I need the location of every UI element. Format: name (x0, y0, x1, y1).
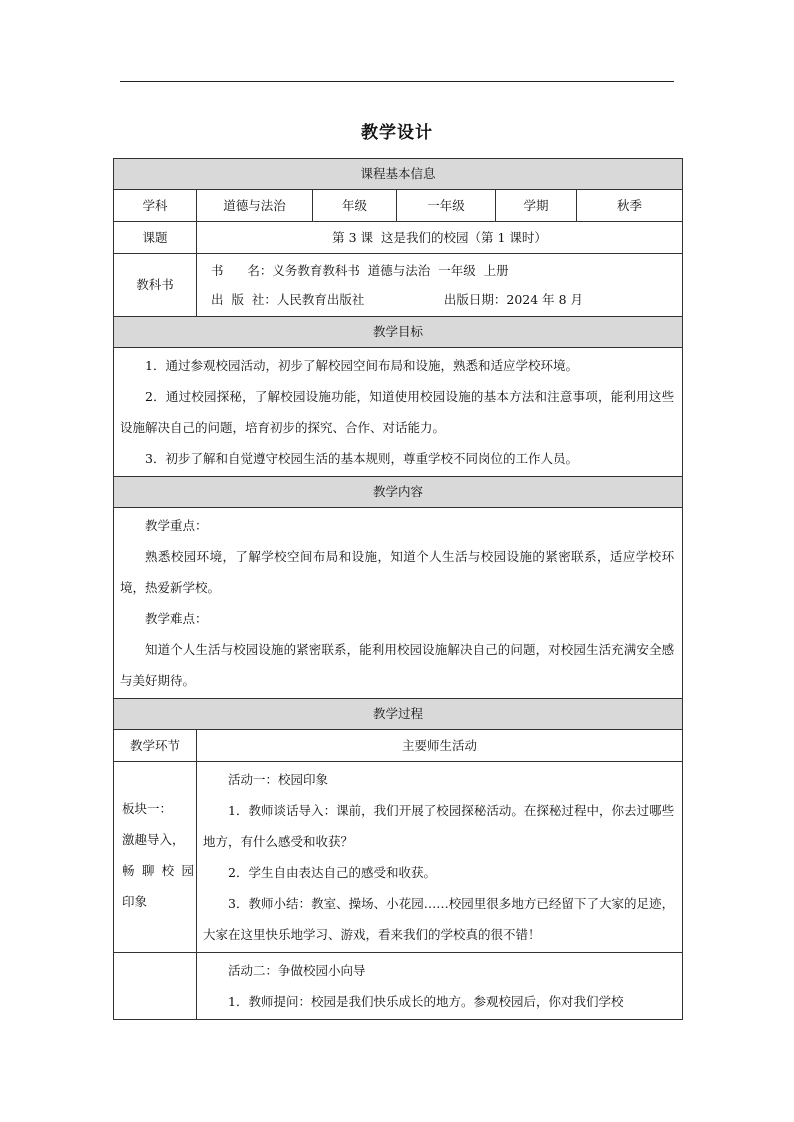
process-column-header-row (114, 730, 683, 762)
term-value: 秋季 (577, 190, 683, 222)
publisher-line: 出 版 社：人民教育出版社 出版日期：2024 年 8 月 (211, 292, 584, 307)
grade-label: 年级 (313, 190, 397, 222)
stage-line: 畅 聊 校 园 (122, 863, 194, 878)
basic-info-section-title: 课程基本信息 (114, 159, 683, 190)
stage-line: 印象 (122, 894, 148, 909)
goals-cell (114, 348, 683, 477)
stage-cell (114, 953, 197, 1020)
book-name-line: 书 名：义务教育教科书 道德与法治 一年级 上册 (211, 263, 509, 278)
content-cell (114, 508, 683, 699)
topic-label: 课题 (114, 222, 197, 254)
topic-value: 第 3 课 这是我们的校园（第 1 课时） (197, 222, 683, 254)
goals-section-title: 教学目标 (114, 317, 683, 348)
stage-cell (114, 762, 197, 953)
process-block-row (114, 762, 683, 953)
activity-step: 1．教师谈话导入：课前，我们开展了校园探秘活动。在探秘过程中，你去过哪些地方，有什么感受和收获？ (203, 803, 675, 849)
activity-column-header: 主要师生活动 (197, 730, 683, 762)
stage-line: 板块一： (122, 801, 173, 816)
process-block-row (114, 953, 683, 1020)
textbook-label: 教科书 (114, 254, 197, 317)
activity-step: 1．教师提问：校园是我们快乐成长的地方。参观校园后，你对我们学校 (228, 994, 624, 1009)
header-rule (120, 81, 674, 82)
process-header-row (114, 699, 683, 730)
process-section-title: 教学过程 (114, 699, 683, 730)
grade-value: 一年级 (397, 190, 496, 222)
basic-info-header-row (114, 159, 683, 190)
term-label: 学期 (496, 190, 577, 222)
difficulty-text: 知道个人生活与校园设施的紧密联系，能利用校园设施解决自己的问题，对校园生活充满安全感与美好期待。 (120, 642, 675, 688)
activity-step: 3．教师小结：教室、操场、小花园……校园里很多地方已经留下了大家的足迹，大家在这里快乐地学习、游戏，看来我们的学校真的很不错！ (203, 896, 675, 942)
content-section-title: 教学内容 (114, 477, 683, 508)
subject-label: 学科 (114, 190, 197, 222)
content-header-row (114, 477, 683, 508)
lesson-plan-table (113, 158, 683, 1020)
textbook-row (114, 254, 683, 317)
goal-item: 1．通过参观校园活动，初步了解校园空间布局和设施，熟悉和适应学校环境。 (145, 358, 578, 373)
goal-item: 2．通过校园探秘，了解校园设施功能，知道使用校园设施的基本方法和注意事项，能利用这些设施解决自己的问题，培育初步的探究、合作、对话能力。 (120, 389, 675, 435)
subject-row (114, 190, 683, 222)
stage-column-header: 教学环节 (114, 730, 197, 762)
difficulty-label: 教学难点： (145, 611, 208, 626)
stage-line: 激趣导入， (122, 832, 185, 847)
activity-cell (197, 762, 683, 953)
key-points-label: 教学重点： (145, 518, 208, 533)
activity-step: 2．学生自由表达自己的感受和收获。 (228, 865, 436, 880)
activity-cell (197, 953, 683, 1020)
activity-title: 活动二：争做校园小向导 (228, 963, 366, 978)
activity-title: 活动一：校园印象 (228, 772, 329, 787)
key-points-text: 熟悉校园环境，了解学校空间布局和设施，知道个人生活与校园设施的紧密联系，适应学校环境，热爱新学校。 (120, 549, 675, 595)
goal-item: 3．初步了解和自觉遵守校园生活的基本规则，尊重学校不同岗位的工作人员。 (145, 451, 578, 466)
subject-value: 道德与法治 (197, 190, 313, 222)
goals-header-row (114, 317, 683, 348)
goals-row (114, 348, 683, 477)
textbook-info (197, 254, 683, 317)
content-row (114, 508, 683, 699)
document-title: 教学设计 (361, 123, 433, 143)
topic-row (114, 222, 683, 254)
